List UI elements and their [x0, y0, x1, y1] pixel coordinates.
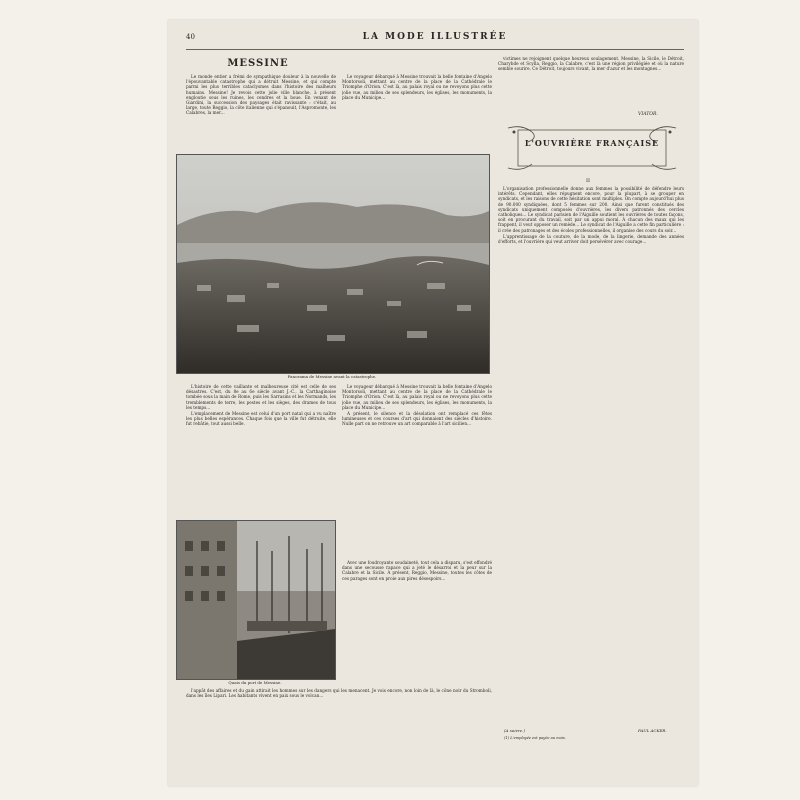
messina-port-illustration [177, 521, 335, 679]
acker-signature: PAUL ACKER. [638, 728, 667, 733]
port-photo [176, 520, 336, 680]
header-rule [186, 49, 684, 50]
page-number: 40 [186, 33, 195, 41]
right-top-text [498, 56, 684, 110]
middle-column-text [342, 384, 492, 554]
ouvriere-closing: L'apprentissage de la couture, de la mode, de la lingerie, demande des années d'efforts, et l'ouvrière qui veut arriver doit persévérer avec courage... [498, 233, 684, 245]
section-number: II [586, 178, 590, 184]
photo2-caption: Quais du port de Messine. [228, 680, 282, 685]
footnote: (1) L'employée est payée au mois. [504, 736, 566, 740]
right-body-text [498, 186, 684, 696]
history-paragraph: L'histoire de cette vaillante et malheureuse cité est celle de ses désastres. C'est, du 8e au 6e siècle avant J.-C., la Carthaginoise tombée sous la main de Rome, puis les Sarrasins et les Normands, les tremblements de terre, les pestes et les sièges, des drames de tous les temps... [186, 384, 336, 410]
banner-title: L'OUVRIÈRE FRANÇAISE [524, 138, 660, 148]
ouvriere-body: L'organisation professionnelle donne aux femmes la possibilité de défendre leurs intérêts. Cependant, elles répugnent encore, pour la plupart, à se grouper en syndicats, et les raisons de cette hésitation sont multiples. On compte aujourd'hui plus de 90.000 syndiquées, dont 5 femmes sur 200. Ainsi que furent constitués des syndicats uniquement composés d'ouvrières, les divers patronnés des cercles catholiques... Le syndicat parisien de l'Aiguille soutient les ouvrières de toutes façons, soit en procurant du travail, soit par un appui moral. À chacun des maux qui les frappent, il veut opposer un remède... Le syndicat de l'Aiguille a cette fin particulière : il crée des patronages et des écoles professionnelles, il organise des cours du soir... [498, 186, 684, 233]
right-top-paragraph: victimes ne rejoignent quelque heureux soulagement. Messine, la Sicile, le Détroit, Charybde et Scylla, Reggio, la Calabre, c'est là une région privilégiée et où la nature semble sourire. Ce Détroit, toujours vivant, la mer d'azur et les montagnes... [498, 56, 684, 72]
to-continue: (A suivre.) [504, 728, 525, 733]
messina-panorama-illustration [177, 155, 489, 373]
magazine-page [168, 20, 698, 786]
middle-lower-text [342, 560, 492, 680]
intro-paragraph: Le monde entier a frémi de sympathique douleur à la nouvelle de l'épouvantable catastrophe qui a détruit Messine, et qui compte parmi les plus terribles cataclysmes dans l'histoire des malheurs humains. Messine! Je revois cette jolie ville blanche, à présent engloutie sous les ruines, les cendres et la boue. En venant de Giardini, la succession des paysages était ravissante : c'était, au large, toute Reggio, la côte italienne qui s'épanouit, l'Aspromonte, les Calabres, la mer... [186, 74, 336, 116]
bottom-paragraph: l'appât des affaires et du gain attirait les hommes sur les dangers qui les menacent. Je vois encore, non loin de là, le cône noir du Stromboli, dans les îles Lipari. Les habitants vivent en paix sous le volcan... [186, 688, 492, 699]
banner-ornament [502, 122, 682, 174]
fountain-paragraph: Le voyageur débarqué à Messine trouvait la belle fontaine d'Angelo Montorsoli, mettant au centre de la place de la Cathédrale le Triomphe d'Orion. C'est là, au palais royal ou ne revoyons plus cette jolie vue, au milieu de ses splendeurs, les églises, les monuments, la place du Municipe... [342, 384, 492, 410]
ouvriere-banner [502, 122, 682, 174]
silence-paragraph: A présent, le silence et la désolation ont remplacé ces fêtes lumineuses et ces courses d'art qui donnaient des siècles d'histoire. Nulle part on ne retrouve un art comparable à l'art sicilien... [342, 411, 492, 427]
left-column-text [186, 384, 336, 519]
middle-paragraph: Le voyageur débarqué à Messine trouvait la belle fontaine d'Angelo Montorsoli, mettant au centre de la place de la Cathédrale le Triomphe d'Orion. C'est là, au palais royal ou ne revoyons plus cette jolie vue, au milieu de ses splendeurs, les églises, les monuments, la place du Municipe... [342, 74, 492, 100]
disaster-paragraph: Avec une foudroyante soudaineté, tout cela a disparu, s'est effondré dans une secousse rapace qui a jeté le désarroi et la peur sur la Calabre et la Sicile. À présent, Reggio, Messine, toutes les côtes de ces parages sont en proie aux pires désespoirs... [342, 560, 492, 581]
bottom-text [186, 688, 492, 784]
location-paragraph: L'emplacement de Messine est celui d'un port natal qui a vu naître les plus belles espérances. Chaque fois que la ville fut détruite, elle fut rebâtie, tout aussi belle. [186, 411, 336, 427]
page-header [186, 32, 684, 46]
photo1-caption: Panorama de Messine avant la catastrophe. [287, 374, 377, 379]
panorama-photo [176, 154, 490, 374]
article-title: MESSINE [227, 58, 289, 69]
viator-signature: VIATOR. [638, 112, 658, 117]
page-title: LA MODE ILLUSTRÉE [362, 32, 508, 42]
